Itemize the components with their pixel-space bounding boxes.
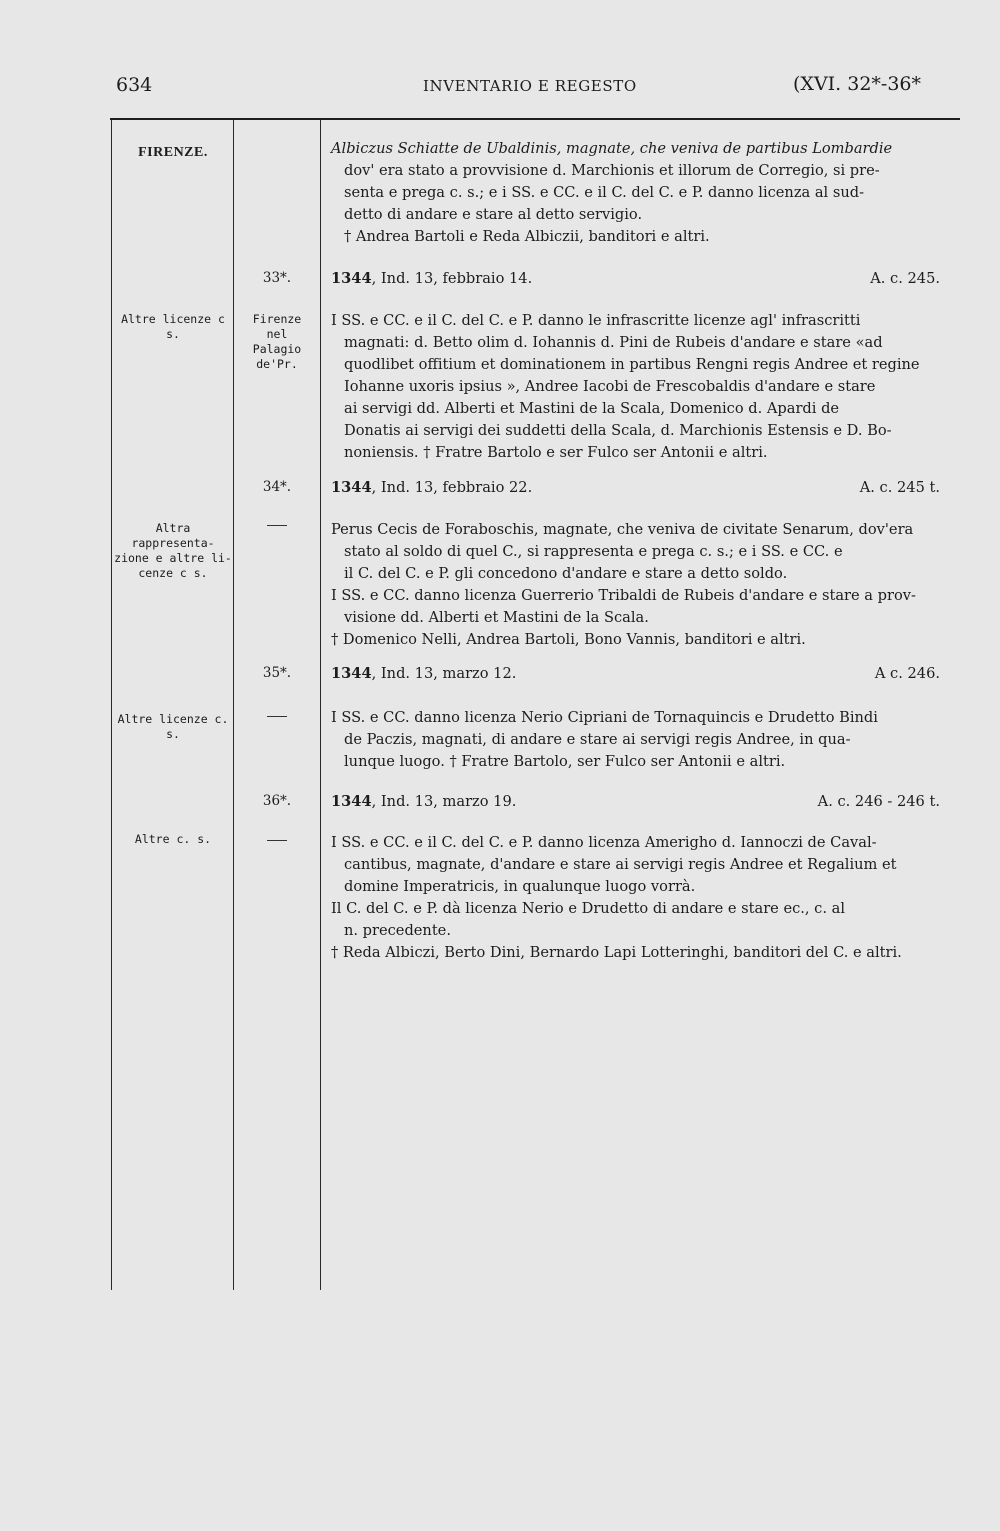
entry-34-subject — [113, 521, 233, 581]
dash-mark — [267, 716, 287, 717]
place-line: de'Pr. — [256, 357, 298, 371]
subject-line: zione e altre li- — [114, 551, 232, 565]
entry-35-archive-ref: A c. 246. — [874, 665, 940, 682]
entry-33-line: Iohanne uxoris ipsius », Andree Iacobi de Frescobaldis d'andare e stare — [344, 378, 876, 395]
entry-33-text — [331, 310, 948, 464]
entry-32-line: senta e prega c. s.; e i SS. e CC. e il C. del C. e P. danno licenza al sud- — [344, 184, 865, 201]
entry-34-archive-ref: A. c. 245 t. — [859, 479, 940, 496]
city-heading: FIRENZE. — [138, 145, 208, 160]
entry-range: (XVI. 32*-36* — [793, 73, 922, 95]
entry-35-number: 35*. — [262, 665, 292, 681]
entry-36-dateline — [331, 791, 948, 813]
entry-36-number: 36*. — [262, 793, 292, 809]
entry-32-line: Albiczus Schiatte de Ubaldinis, magnate, che veniva de partibus Lombardie — [331, 140, 893, 157]
entry-36-archive-ref: A. c. 246 - 246 t. — [817, 793, 940, 810]
entry-34-line: stato al soldo di quel C., si rappresenta e prega c. s.; e i SS. e CC. e — [344, 543, 843, 560]
entry-34-dateline — [331, 477, 948, 499]
entry-35-place-dash — [236, 709, 318, 724]
entry-36-line: Il C. del C. e P. dà licenza Nerio e Drudetto di andare e stare ec., c. al — [331, 900, 846, 917]
subject-line: Altra rappresenta- — [131, 521, 215, 550]
entry-33-archive-ref: A. c. 245. — [870, 270, 940, 287]
entry-34-text — [331, 519, 948, 651]
dash-mark — [267, 525, 287, 526]
column-rule-right — [320, 120, 321, 1290]
entry-33-date: , Ind. 13, febbraio 14. — [371, 270, 533, 287]
page-number: 634 — [116, 74, 153, 96]
entry-32-line: † Andrea Bartoli e Reda Albiczii, banditori e altri. — [344, 228, 710, 245]
entry-33-line: quodlibet offitium et dominationem in partibus Rengni regis Andree et regine — [344, 356, 920, 373]
entry-34-line: † Domenico Nelli, Andrea Bartoli, Bono Vannis, banditori e altri. — [331, 631, 806, 648]
entry-35-line: lunque luogo. † Fratre Bartolo, ser Fulco ser Antonii e altri. — [344, 753, 786, 770]
entry-36-line: † Reda Albiczi, Berto Dini, Bernardo Lapi Lotteringhi, banditori del C. e altri. — [331, 944, 902, 961]
entry-33-subject: Altre licenze c s. — [121, 312, 225, 341]
running-title: INVENTARIO E REGESTO — [423, 77, 637, 95]
entry-36-line: cantibus, magnate, d'andare e stare ai servigi regis Andree et Regalium et — [344, 856, 897, 873]
entry-36-text — [331, 832, 948, 964]
entry-36-subject: Altre c. s. — [134, 832, 212, 846]
subject-line: cenze c s. — [138, 566, 208, 580]
entry-34-place-dash — [236, 518, 318, 533]
place-line: Palagio — [252, 342, 302, 356]
entry-33-number: 33*. — [262, 270, 292, 286]
entry-35-line: I SS. e CC. danno licenza Nerio Cipriani de Tornaquincis e Drudetto Bindi — [331, 709, 878, 726]
entry-34-line: il C. del C. e P. gli concedono d'andare e stare a detto soldo. — [344, 565, 788, 582]
entry-35-subject: Altre licenze c. s. — [117, 712, 229, 741]
entry-34-year: 1344 — [331, 479, 372, 496]
entry-32-line: detto di andare e stare al detto servigio. — [344, 206, 643, 223]
entry-35-year: 1344 — [331, 665, 372, 682]
entry-33-line: noniensis. † Fratre Bartolo e ser Fulco ser Antonii e altri. — [344, 444, 768, 461]
entry-34-number: 34*. — [262, 479, 292, 495]
entry-33-place — [236, 312, 318, 372]
entry-33-dateline — [331, 268, 948, 290]
entry-36-line: I SS. e CC. e il C. del C. e P. danno licenza Amerigho d. Iannoczi de Caval- — [331, 834, 877, 851]
column-rule-middle — [233, 120, 234, 1290]
entry-36-year: 1344 — [331, 793, 372, 810]
entry-36-line: domine Imperatricis, in qualunque luogo vorrà. — [344, 878, 696, 895]
entry-34-date: , Ind. 13, febbraio 22. — [371, 479, 533, 496]
entry-35-dateline — [331, 663, 948, 685]
place-line: Firenze — [252, 312, 302, 326]
entry-35-text — [331, 707, 948, 773]
entry-34-line: visione dd. Alberti et Mastini de la Scala. — [344, 609, 649, 626]
entry-33-line: Donatis ai servigi dei suddetti della Scala, d. Marchionis Estensis e D. Bo- — [344, 422, 892, 439]
entry-34-line: Perus Cecis de Foraboschis, magnate, che veniva de civitate Senarum, dov'era — [331, 521, 914, 538]
entry-33-line: I SS. e CC. e il C. del C. e P. danno le infrascritte licenze agl' infrascritti — [331, 312, 861, 329]
entry-36-line: n. precedente. — [344, 922, 451, 939]
column-rule-left — [111, 120, 112, 1290]
entry-32-text — [331, 138, 948, 248]
header-rule — [110, 118, 960, 120]
entry-35-line: de Paczis, magnati, di andare e stare ai servigi regis Andree, in qua- — [344, 731, 851, 748]
entry-33-line: magnati: d. Betto olim d. Iohannis d. Pini de Rubeis d'andare e stare «ad — [344, 334, 883, 351]
entry-35-date: , Ind. 13, marzo 12. — [371, 665, 517, 682]
entry-34-line: I SS. e CC. danno licenza Guerrerio Tribaldi de Rubeis d'andare e stare a prov- — [331, 587, 916, 604]
entry-32-line: dov' era stato a provvisione d. Marchionis et illorum de Corregio, si pre- — [344, 162, 880, 179]
entry-33-line: ai servigi dd. Alberti et Mastini de la Scala, Domenico d. Apardi de — [344, 400, 840, 417]
entry-36-place-dash — [236, 833, 318, 848]
entry-33-year: 1344 — [331, 270, 372, 287]
dash-mark — [267, 840, 287, 841]
entry-36-date: , Ind. 13, marzo 19. — [371, 793, 517, 810]
place-line: nel — [266, 327, 288, 341]
